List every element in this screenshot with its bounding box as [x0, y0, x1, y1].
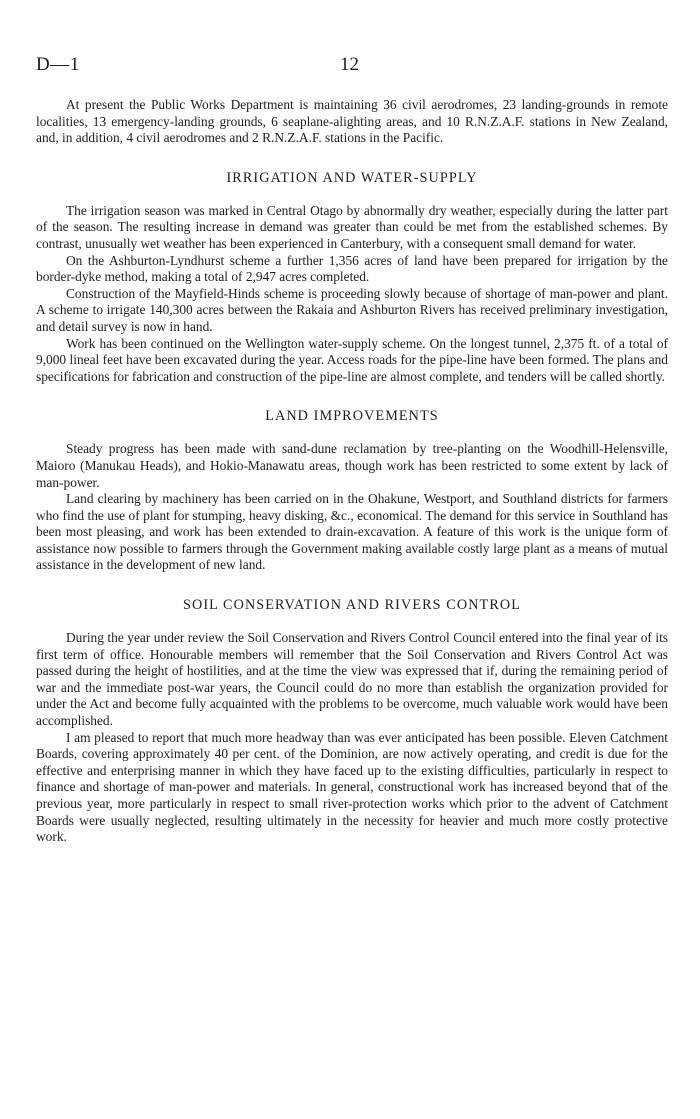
irrigation-paragraph: On the Ashburton-Lyndhurst scheme a further 1,356 acres of land have been prepared for irrigation by the border-dyke method, making a total of 2,947 acres completed. — [36, 252, 668, 285]
land-paragraph: Steady progress has been made with sand-dune reclamation by tree-planting on the Woodhill-Helensville, Maioro (Manukau Heads), and Hokio-Manawatu areas, though work has been restricted to some extent by lack of man-power. — [36, 441, 668, 490]
land-heading: LAND IMPROVEMENTS — [265, 408, 439, 425]
document-reference: D—1 — [36, 54, 80, 75]
irrigation-paragraph: Work has been continued on the Wellington water-supply scheme. On the longest tunnel, 2,375 ft. of a total of 9,000 lineal feet have been excavated during the year. Access roads for the pipe-line have been formed. The plans and specifications for fabrication and construction of the pipe-line are almost complete, and tenders will be called shortly. — [36, 335, 668, 384]
land-paragraph: Land clearing by machinery has been carried on in the Ohakune, Westport, and Southland districts for farmers who find the use of plant for stumping, heavy disking, &c., economical. The demand for this service in Southland has been most pleasing, and work has been extended to drain-excavation. A feature of this work is the unique form of assistance now possible to farmers through the Government making available costly large plant as a means of mutual assistance in the development of new land. — [36, 491, 668, 573]
irrigation-heading: IRRIGATION AND WATER-SUPPLY — [226, 169, 478, 186]
page-number: 12 — [340, 54, 359, 75]
section-spacer — [36, 385, 668, 407]
section-irrigation — [36, 169, 668, 386]
section-soil-conservation — [36, 596, 668, 846]
irrigation-paragraph: Construction of the Mayfield-Hinds scheme is proceeding slowly because of shortage of man-power and plant. A scheme to irrigate 140,300 acres between the Rakaia and Ashburton Rivers has received preliminary investigation, and detail survey is now in hand. — [36, 285, 668, 334]
section-spacer — [36, 147, 668, 169]
intro-paragraph: At present the Public Works Department is maintaining 36 civil aerodromes, 23 landing-grounds in remote localities, 13 emergency-landing grounds, 6 seaplane-alighting areas, and 10 R.N.Z.A.F. stations in New Zealand, and, in addition, 4 civil aerodromes and 2 R.N.Z.A.F. stations in the Pacific. — [36, 97, 668, 146]
heading-spacer — [36, 187, 668, 203]
irrigation-paragraph: The irrigation season was marked in Central Otago by abnormally dry weather, especially during the latter part of the season. The resulting increase in demand was greater than could be met from the established schemes. By contrast, unusually wet weather has been experienced in Canterbury, with a consequent small demand for water. — [36, 202, 668, 251]
section-land-improvements — [36, 407, 668, 574]
page-header — [36, 54, 668, 80]
heading-spacer — [36, 425, 668, 441]
heading-spacer — [36, 614, 668, 630]
soil-paragraph: I am pleased to report that much more headway than was ever anticipated has been possible. Eleven Catchment Boards, covering approximately 40 per cent. of the Dominion, are now actively operating, and credit is due for the effective and enterprising manner in which they have faced up to the existing difficulties, particularly in respect to finance and shortage of man-power and materials. In general, constructional work has increased beyond that of the previous year, more particularly in respect to small river-protection works which prior to the advent of Catchment Boards were usually neglected, resulting ultimately in the necessity for heavier and much more costly protective work. — [36, 729, 668, 845]
soil-paragraph: During the year under review the Soil Conservation and Rivers Control Council entered into the final year of its first term of office. Honourable members will remember that the Soil Conservation and Rivers Control Act was passed during the height of hostilities, and at the time the view was expressed that if, during the remaining period of war and the immediate post-war years, the Council could do no more than establish the organization provided for under the Act and become fully acquainted with the problems to be overcome, much valuable work would have been accomplished. — [36, 630, 668, 729]
page-body — [36, 97, 668, 846]
section-spacer — [36, 574, 668, 596]
soil-heading: SOIL CONSERVATION AND RIVERS CONTROL — [183, 597, 521, 614]
